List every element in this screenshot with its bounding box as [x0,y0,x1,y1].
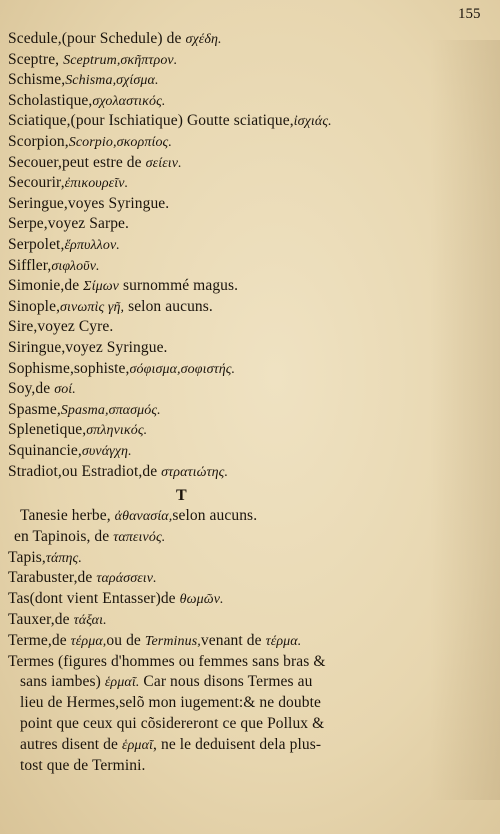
t-entry-line [8,590,224,608]
latin-word: Schisma, [65,73,117,89]
t-entry-line [20,757,145,775]
t-entry-line [20,736,321,754]
entry-text: Scedule,(pour Schedule) de [8,30,186,47]
greek-word: ἐπικουρεῖν. [64,176,129,192]
entry-text: Sophisme,sophiste, [8,359,130,377]
entry-text: Sire,voyez Cyre. [8,318,114,336]
t-entry-line [8,549,82,567]
entry-text: selon aucuns. [172,507,258,524]
latin-word: Sceptrum, [63,52,121,68]
greek-word: τάξαι. [73,613,107,628]
entry-text: Splenetique, [8,421,87,439]
entry-text: Sceptre, [8,50,64,68]
greek-word: συνάγχη. [81,444,132,459]
s-entry-line [8,71,159,89]
s-entry-line [8,154,182,172]
entry-text: , ne le deduisent dela plus- [153,735,322,753]
entry-text: Seringue,voyes Syringue. [8,194,170,212]
s-entry-line [8,51,177,69]
entry-text: Stradiot,ou Estradiot,de [8,462,162,480]
greek-word: ταράσσειν. [96,571,157,587]
t-entry-line [8,611,107,629]
greek-word: ἕρπυλλον. [64,238,120,253]
entry-text: tost que de Termini. [20,756,146,774]
t-entry-line [8,653,326,671]
t-entry-line [20,694,321,712]
s-entry-line [8,195,169,213]
greek-word: τάπης. [45,550,82,566]
entry-text: Terme,de [8,631,71,649]
greek-word: σπληνικός. [86,423,148,439]
t-entry-line [20,715,324,733]
entry-text: Tapis, [8,548,46,566]
entry-text: surnommé magus. [119,277,239,295]
entry-text: point que ceux qui cõsidereront ce que Pollux & [20,715,325,732]
greek-word: Σίμων [83,279,119,295]
entry-text: Siffler, [8,256,52,274]
entry-text: Sciatique,(pour Ischiatique) Goutte sciatique, [8,112,294,130]
entry-text: en Tapinois, de [14,527,114,545]
s-entry-line [8,298,213,316]
entry-text: Schisme, [8,71,66,89]
entry-text: Tauxer,de [8,611,74,628]
greek-word: σχίσμα. [116,73,159,89]
section-letter: T [176,487,187,504]
greek-word: ἑρμαῖ [122,737,154,753]
entry-text: Simonie,de [8,277,84,295]
entry-text: venant de [200,631,266,649]
entry-text: autres disent de [20,735,122,753]
s-entry-line [8,421,147,439]
entry-text: selon aucuns. [124,297,213,315]
s-entry-line [8,30,222,48]
t-entry-line [8,569,157,587]
greek-word: ἑρμαῖ. [104,675,140,691]
latin-word: Scorpio, [68,135,117,150]
s-entry-line [8,339,168,357]
greek-word: σινωπὶς γῆ, [60,299,125,315]
entry-text: lieu de Hermes,selõ mon iugement:& ne doubte [20,694,321,712]
t-entry-line [20,507,257,525]
s-entry-line [8,112,332,130]
greek-word: στρατιώτης. [161,464,229,480]
s-entry-line [8,463,228,481]
entry-text: Spasme, [8,400,61,418]
greek-word: σκορπίος. [116,135,172,150]
s-entry-line [8,318,113,336]
s-entry-line [8,257,100,275]
entry-text: Serpolet, [8,236,65,253]
s-entry-line [8,215,129,233]
s-entry-line [8,277,238,295]
greek-word: ἀθανασία, [114,509,173,524]
entry-text: Secourir, [8,174,65,192]
greek-word: τέρμα, [70,633,107,649]
greek-word: σιφλοῦν. [51,258,100,274]
s-entry-line [8,360,235,378]
entry-text: Tarabuster,de [8,569,97,587]
greek-word: σοί. [54,382,76,398]
entry-text: Scholastique, [8,91,93,109]
entry-text: Sinople, [8,297,61,315]
entry-text: Scorpion, [8,133,69,150]
greek-word: ἰσχιάς. [293,114,332,130]
greek-word: τέρμα. [265,633,302,649]
entry-text: Soy,de [8,380,55,398]
greek-word: σόφισμα,σοφιστής. [129,361,236,377]
show-through-shadow [430,40,500,800]
s-entry-line [8,236,120,254]
greek-word: θωμῶν. [179,592,224,608]
greek-word: ταπεινός. [113,529,166,545]
greek-word: σπασμός. [108,402,161,418]
t-entry-line [8,632,301,650]
s-entry-line [8,380,76,398]
entry-text: Siringue,voyez Syringue. [8,339,168,356]
latin-word: Spasma, [60,402,109,418]
greek-word: σχολαστικός. [92,93,166,109]
s-entry-line [8,133,172,151]
s-entry-line [8,174,128,192]
s-entry-line [8,92,165,110]
greek-word: σείειν. [145,155,182,171]
entry-text: Secouer,peut estre de [8,153,146,171]
s-entry-line [8,442,132,460]
t-entry-line [20,673,312,691]
entry-text: Termes (figures d'hommes ou femmes sans bras & [8,652,326,670]
entry-text: Serpe,voyez Sarpe. [8,215,130,233]
s-entry-line [8,401,161,419]
entry-text: ou de [106,631,145,649]
entry-text: Car nous disons Termes au [139,673,313,691]
entry-text: Tas(dont vient Entasser)de [8,590,180,608]
greek-word: σκῆπτρον. [120,52,178,68]
greek-word: σχέδη. [185,32,222,47]
t-entry-line [14,528,165,546]
entry-text: Squinancie, [8,442,82,459]
entry-text: Tanesie herbe, [20,507,115,524]
page-number: 155 [458,6,481,22]
entry-text: sans iambes) [20,673,105,691]
latin-word: Terminus, [144,633,201,649]
